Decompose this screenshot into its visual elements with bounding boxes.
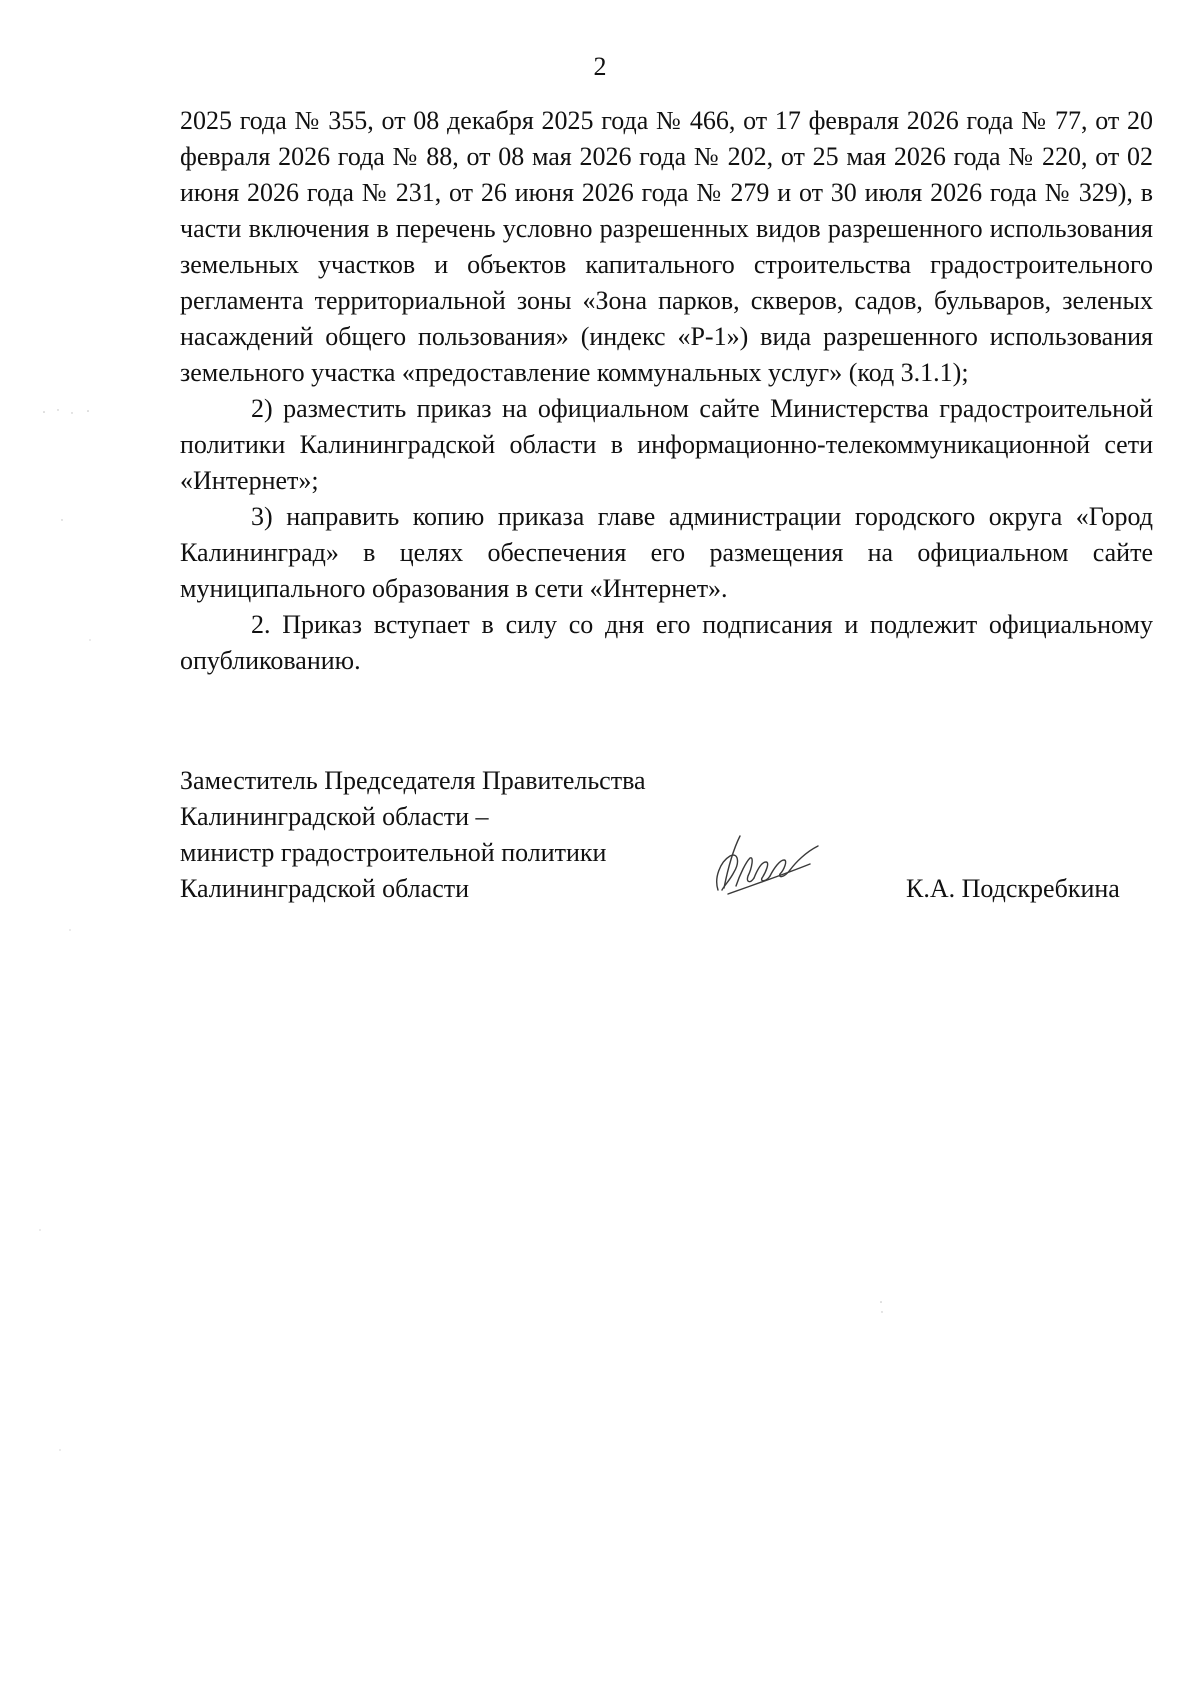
- paragraph-continuation: 2025 года № 355, от 08 декабря 2025 года № 466, от 17 февраля 2026 года № 77, от 20 февраля 2026 года № 88, от 08 мая 2026 года № 202, от 25 мая 2026 года № 220, от 02 июня 2026 года № 231, от 26 июня 2026 года № 279 и от 30 июля 2026 года № 329), в части включения в перечень условно разрешенных видов разрешенного использования земельных участков и объектов капитального строительства градостроительного регламента территориальной зоны «Зона парков, скверов, садов, бульваров, зеленых насаждений общего пользования» (индекс «Р-1») вида разрешенного использования земельного участка «предоставление коммунальных услуг» (код 3.1.1);: [180, 106, 1153, 387]
- signer-position-line: Калининградской области: [180, 874, 470, 903]
- paragraph-item-3: 3) направить копию приказа главе администрации городского округа «Город Калининград» в целях обеспечения его размещения на официальном сайте муниципального образования в сети «Интернет».: [180, 502, 1153, 603]
- paragraph-clause-2: 2. Приказ вступает в силу со дня его подписания и подлежит официальному опубликованию.: [180, 610, 1153, 675]
- paragraph-item-2: 2) разместить приказ на официальном сайте Министерства градостроительной политики Калининградской области в информационно-телекоммуникационной сети «Интернет»;: [180, 394, 1153, 495]
- handwritten-signature-icon: [710, 828, 830, 900]
- signer-position-line: министр градостроительной политики: [180, 838, 607, 867]
- signer-position-line: Калининградской области –: [180, 802, 489, 831]
- page-number: 2: [593, 52, 607, 81]
- signer-position-line: Заместитель Председателя Правительства: [180, 766, 646, 795]
- signer-name: К.А. Подскребкина: [906, 874, 1120, 903]
- signer-position: [180, 763, 680, 907]
- document-body: [180, 103, 1153, 679]
